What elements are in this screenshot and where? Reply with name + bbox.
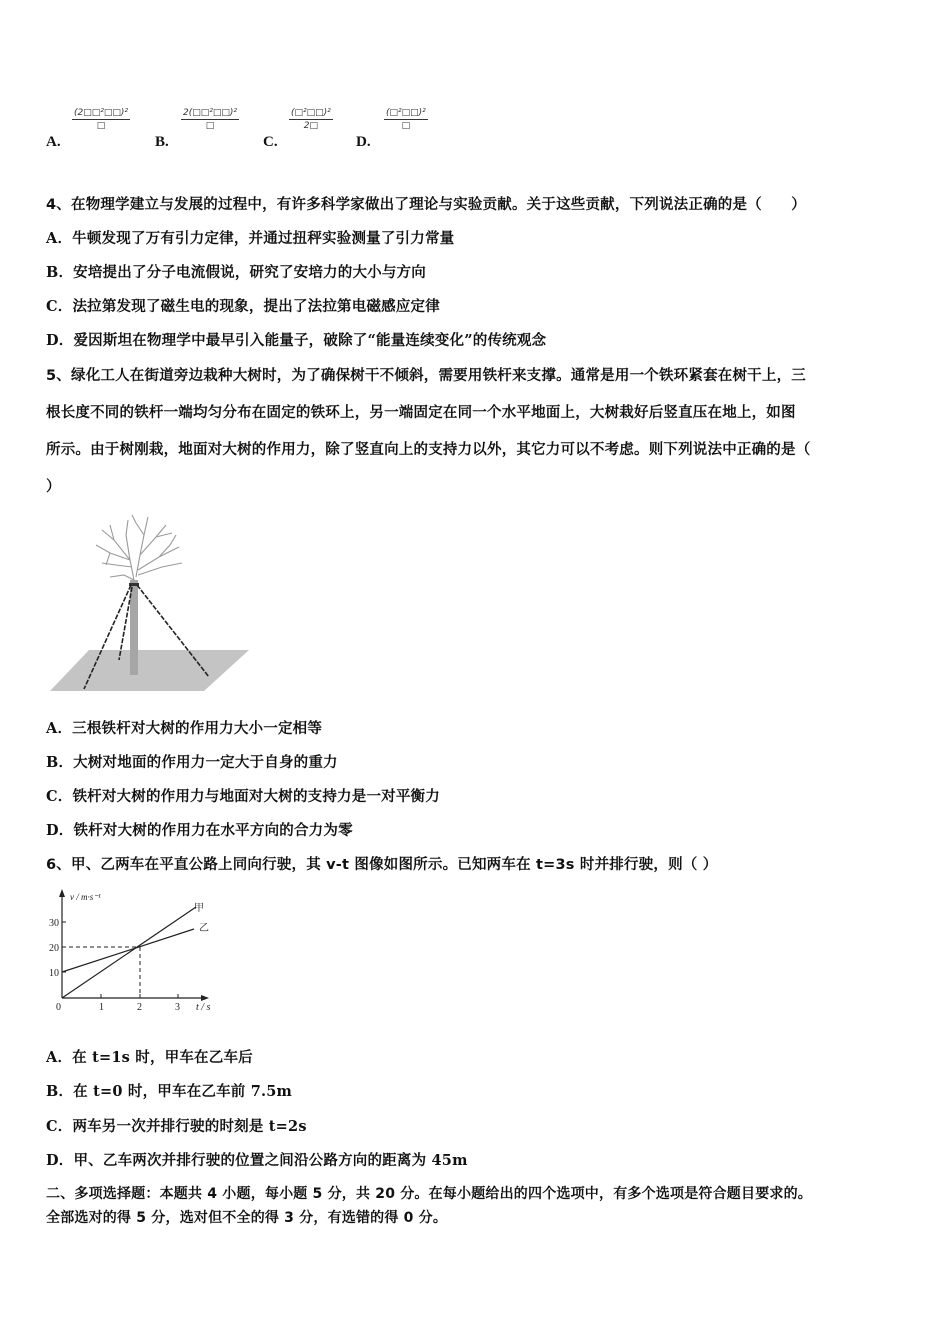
q3-option-a-label: A.: [46, 134, 61, 150]
q5-stem-line-2: 根长度不同的铁杆一端均匀分布在固定的铁环上，另一端固定在同一个水平地面上，大树栽好后竖直压在地上，如图: [46, 405, 796, 421]
y-tick-30: 30: [49, 918, 59, 929]
q4-option-c: C．法拉第发现了磁生电的现象，提出了法拉第电磁感应定律: [46, 298, 440, 315]
x-axis-arrow: [201, 995, 209, 1001]
q3-option-d-label: D.: [356, 134, 371, 150]
q5-option-c: C．铁杆对大树的作用力与地面对大树的支持力是一对平衡力: [46, 788, 440, 805]
q5-stem-line-1: 5、绿化工人在街道旁边栽种大树时，为了确保树干不倾斜，需要用铁杆来支撑。通常是用一个铁环紧套在树干上，三: [46, 368, 806, 384]
series-yi-line: [62, 929, 194, 972]
series-jia-line: [62, 907, 196, 998]
q5-option-d: D．铁杆对大树的作用力在水平方向的合力为零: [46, 822, 353, 839]
denominator: □: [205, 121, 215, 131]
q5-option-b: B．大树对地面的作用力一定大于自身的重力: [46, 754, 338, 771]
ground-plane: [50, 650, 249, 691]
q3-option-c-formula: [289, 108, 333, 131]
q6-option-d: D．甲、乙车两次并排行驶的位置之间沿公路方向的距离为 45m: [46, 1152, 468, 1169]
x-tick-3: 3: [175, 1002, 180, 1013]
x-tick-0: 0: [56, 1002, 61, 1013]
q4-option-b: B．安培提出了分子电流假说，研究了安培力的大小与方向: [46, 264, 426, 281]
tree-figure: [44, 505, 259, 695]
q6-option-b: B．在 t=0 时，甲车在乙车前 7.5m: [46, 1083, 293, 1100]
q6-option-a: A．在 t=1s 时，甲车在乙车后: [46, 1049, 253, 1066]
chart-axes: [62, 894, 204, 998]
legend-yi: 乙: [199, 923, 209, 934]
numerator: 2(□□²□□)²: [183, 108, 237, 118]
y-axis-label: v / m·s⁻¹: [70, 892, 101, 902]
x-axis-label: t / s: [196, 1002, 211, 1013]
section-2-line-2: 全部选对的得 5 分，选对但不全的得 3 分，有选错的得 0 分。: [46, 1210, 448, 1226]
q3-option-b-formula: [181, 108, 239, 131]
denominator: 2□: [303, 121, 318, 131]
q3-option-b-label: B.: [155, 134, 169, 150]
q3-option-a-formula: [72, 108, 130, 131]
q3-option-d-formula: [384, 108, 428, 131]
numerator: (□²□□)²: [291, 108, 331, 118]
y-axis-arrow: [59, 889, 65, 897]
q4-option-d: D．爱因斯坦在物理学中最早引入能量子，破除了“能量连续变化”的传统观念: [46, 332, 547, 349]
q6-option-c: C．两车另一次并排行驶的时刻是 t=2s: [46, 1118, 307, 1135]
q5-stem-line-4: ）: [46, 479, 61, 495]
numerator: (2□□²□□)²: [74, 108, 128, 118]
q3-option-c-label: C.: [263, 134, 278, 150]
vt-chart: [44, 886, 224, 1014]
q4-option-a: A．牛顿发现了万有引力定律，并通过扭秤实验测量了引力常量: [46, 230, 455, 247]
y-tick-10: 10: [49, 968, 59, 979]
y-tick-20: 20: [49, 943, 59, 954]
q6-stem: 6、甲、乙两车在平直公路上同向行驶，其 v-t 图像如图所示。已知两车在 t=3s 时并排行驶，则（ ）: [46, 857, 718, 873]
x-tick-1: 1: [99, 1002, 104, 1013]
denominator: □: [401, 121, 411, 131]
x-tick-2: 2: [137, 1002, 142, 1013]
q5-option-a: A．三根铁杆对大树的作用力大小一定相等: [46, 720, 323, 737]
q5-stem-line-3: 所示。由于树刚栽，地面对大树的作用力，除了竖直向上的支持力以外，其它力可以不考虑。则下列说法中正确的是（: [46, 442, 811, 458]
q4-stem: 4、在物理学建立与发展的过程中，有许多科学家做出了理论与实验贡献。关于这些贡献，下列说法正确的是（ ）: [46, 197, 806, 213]
tree-branches: [96, 515, 182, 580]
numerator: (□²□□)²: [386, 108, 426, 118]
denominator: □: [96, 121, 106, 131]
legend-jia: 甲: [194, 903, 204, 914]
section-2-line-1: 二、多项选择题：本题共 4 小题，每小题 5 分，共 20 分。在每小题给出的四个选项中，有多个选项是符合题目要求的。: [46, 1186, 813, 1202]
